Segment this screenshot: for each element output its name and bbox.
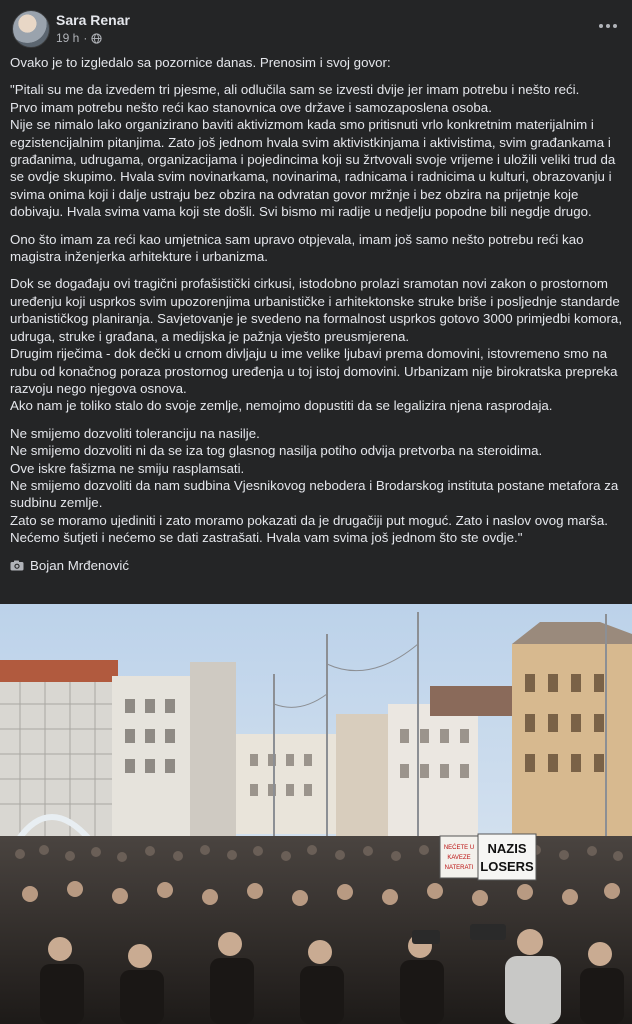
post-body [10, 54, 624, 574]
post-header [10, 8, 622, 50]
paragraph [10, 54, 624, 71]
photo-credit-name: Bojan Mrđenović [30, 557, 130, 573]
paragraph [10, 425, 624, 547]
paragraph [10, 81, 624, 220]
meta-separator: · [83, 31, 88, 45]
globe-icon [91, 33, 102, 44]
text-line: Nije se nimalo lako organizirano baviti aktivizmom kada smo pritisnuti vrlo konkretnim materijalnim i egzistencijalnim pitanjima. Zato još jednom hvala svim aktivistkinjama i aktivistima, svim građankama i građanima, udrugama, organizacijama i pojedincima koji su žrtvovali svoje vrijeme i uložili veliki trud da se ovdje skupimo. Hvala svim novinarkama, novinarima, radnicama i radnicima u kulturi, obrazovanju i svima onima koji i dalje ustraju bez obzira na odvratan govor mržnje i bez obzira na prijetnje koje dobivaju. Hvala svima vama koji ste došli. Svi bismo mi radije u nedjelju popodne bili negdje drugo. [10, 117, 616, 220]
camera-icon [10, 560, 24, 571]
sign-left-line: NATERATI [444, 865, 474, 871]
sign-left-line: NEĆETE U [443, 845, 475, 851]
sign-right-line: NAZIS [487, 841, 527, 856]
text-line: Prvo imam potrebu nešto reći kao stanovnica ove države i samozaposlena osoba. [10, 99, 492, 115]
text-line: Ono što imam za reći kao umjetnica sam upravo otpjevala, imam još samo nešto potrebu reći kao magistra inženjerka arhitekture i urbanizma. [10, 231, 584, 265]
sign-left-line: KAVEZE [447, 855, 471, 861]
author-name[interactable]: Sara Renar [56, 12, 130, 28]
text-line: Ne smijemo dozvoliti da nam sudbina Vjesnikovog nebodera i Brodarskog instituta postane metafora za sudbinu zemlje. [10, 477, 619, 511]
protest-sign-right [478, 834, 536, 880]
text-line: "Pitali su me da izvedem tri pjesme, ali odlučila sam se izvesti dvije jer imam potrebu i nešto reći. [10, 82, 580, 98]
avatar[interactable] [12, 10, 50, 48]
text-line: Ne smijemo dozvoliti ni da se iza tog glasnog nasilja potiho odvija pretvorba na steroidima. [10, 443, 543, 459]
text-line: Drugim riječima - dok dečki u crnom divljaju u ime velike ljubavi prema domovini, istovremeno smo na rubu od konačnog poraza prostornog uređenja u toj istoj domovini. Urbanizam nije birokratska prepreka razvoju nego njegova osnova. [10, 346, 618, 396]
text-line: Ovako je to izgledalo sa pozornice danas. Prenosim i svoj govor: [10, 55, 391, 70]
post-meta [56, 31, 102, 45]
text-line: Dok se događaju ovi tragični profašistički cirkusi, istodobno prolazi sramotan novi zakon o prostornom uređenju koji usprkos svim upozorenjima urbanističke i arhitektonske struke briše i posljednje standarde urbanističkog planiranja. Savjetovanje je svedeno na formalnost usprkos gotovo 3000 primjedbi komora, udruga, struke i građana, a medijska je pažnja vješto preusmjerena. [10, 276, 623, 344]
paragraph [10, 231, 624, 266]
text-line: Ne smijemo dozvoliti toleranciju na nasilje. [10, 425, 260, 441]
paragraph [10, 275, 624, 414]
post-photo[interactable] [0, 604, 632, 1024]
sign-right-line: LOSERS [480, 859, 534, 874]
post-time[interactable]: 19 h [56, 31, 80, 45]
protest-crowd-photo [0, 604, 632, 1024]
protest-sign-left [440, 836, 478, 878]
more-options-icon[interactable] [596, 16, 620, 36]
text-line: Zato se moramo ujediniti i zato moramo pokazati da je drugačiji put moguć. Zato i naslov ovog marša. Nećemo šutjeti i nećemo se dati zastrašati. Hvala vam svima još jednom što ste ovdje." [10, 512, 608, 546]
photo-credit [10, 557, 624, 574]
text-line: Ove iskre fašizma ne smiju rasplamsati. [10, 460, 245, 476]
text-line: Ako nam je toliko stalo do svoje zemlje, nemojmo dopustiti da se legalizira njena rasprodaja. [10, 398, 553, 414]
